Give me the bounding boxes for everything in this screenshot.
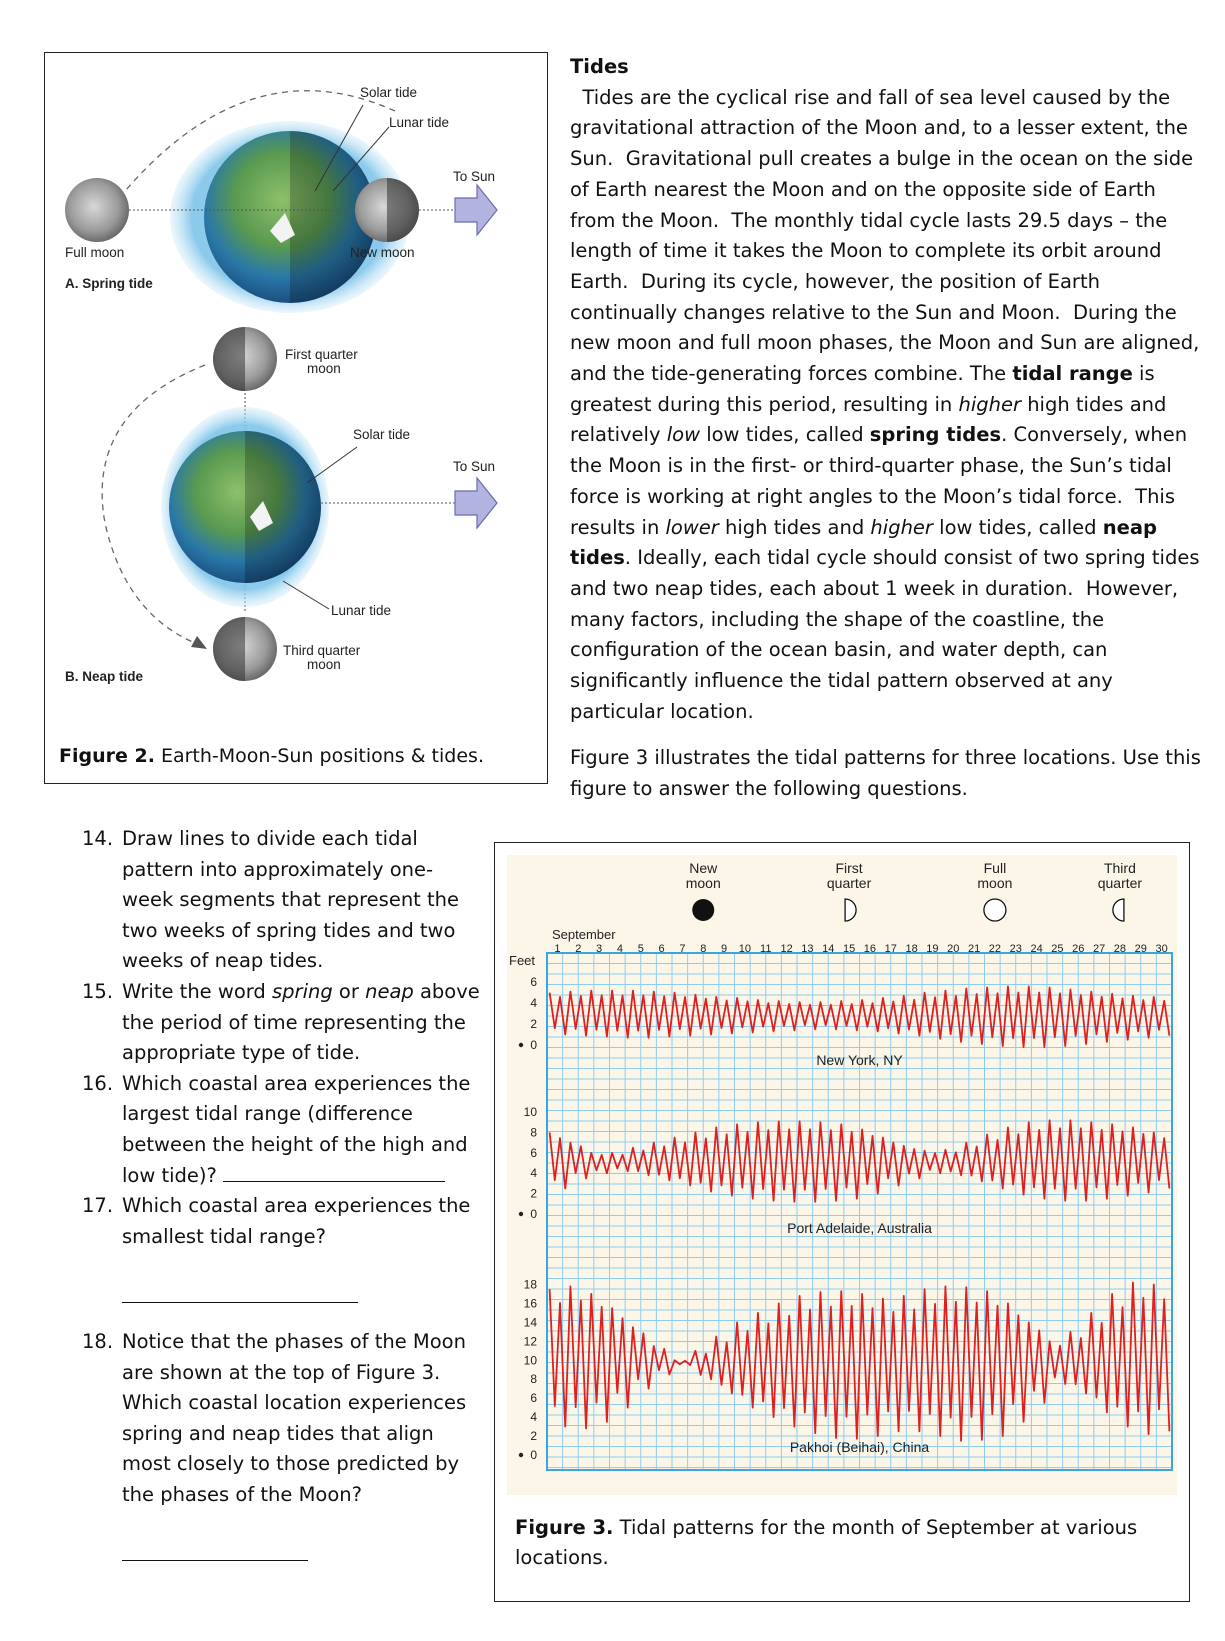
question-text: Write the word: [122, 979, 273, 1003]
higher-term: higher: [958, 392, 1021, 416]
answer-blank-16[interactable]: [223, 1180, 445, 1182]
figure-2-diagram: [45, 53, 549, 785]
question-number: 16.: [82, 1071, 114, 1095]
first-quarter-shadow: [213, 327, 245, 391]
answer-blank-17[interactable]: [122, 1301, 358, 1303]
question-number: 17.: [82, 1194, 114, 1218]
day-tick-label: 25: [1051, 943, 1064, 955]
day-tick-label: 30: [1155, 943, 1168, 955]
question-17: [82, 1191, 482, 1313]
day-tick-label: 2: [575, 943, 582, 955]
phase-sublabel-2: quarter: [826, 875, 872, 891]
third-quarter-label-2: moon: [307, 657, 341, 672]
series-name-label: Pakhoi (Beihai), China: [789, 1439, 930, 1455]
y-tick-label: 10: [523, 1353, 537, 1368]
to-sun-arrow-a-icon: [455, 185, 497, 235]
phase-sublabel-4: quarter: [1097, 875, 1143, 891]
new-moon-phase-icon: [692, 899, 714, 921]
question-text: Draw lines to divide each tidal pattern into approximately one-week segments that represent the two weeks of spring tides and two weeks of neap tides.: [122, 827, 460, 973]
day-tick-label: 5: [637, 943, 644, 955]
day-tick-label: 9: [721, 943, 728, 955]
phase-label-1: New: [689, 860, 718, 876]
tides-text-8: . Ideally, each tidal cycle should consist of two spring tides and two neap tides, each about 1 week in duration. However, many factors, including the shape of the coastline, the configuration of the ocean basin, and water depth, can significantly influence the tidal pattern observed at any particular location.: [570, 546, 1206, 723]
question-text: above the period of time representing the appropriate type of tide.: [122, 979, 480, 1065]
full-moon-phase-icon: [984, 899, 1006, 921]
day-tick-label: 15: [842, 943, 856, 955]
solar-tide-label-b: Solar tide: [353, 427, 411, 442]
tidal-range-term: tidal range: [1012, 362, 1133, 386]
y-tick-label: 6: [530, 975, 537, 990]
zero-dot: [519, 1453, 523, 1457]
day-tick-label: 13: [801, 943, 814, 955]
figure-2-box: [44, 52, 548, 784]
answer-blank-18[interactable]: [122, 1559, 308, 1561]
day-tick-label: 14: [822, 943, 835, 955]
third-quarter-shadow: [213, 617, 245, 681]
day-tick-label: 12: [780, 943, 793, 955]
y-tick-label: 12: [523, 1334, 537, 1349]
question-15: [82, 977, 482, 1069]
day-tick-label: 4: [616, 943, 623, 955]
question-text: Which coastal area experiences the smallest tidal range?: [122, 1194, 471, 1248]
phase-sublabel-1: moon: [685, 875, 721, 891]
day-tick-label: 21: [967, 943, 981, 955]
y-tick-label: 8: [530, 1125, 537, 1140]
word-spring: spring: [272, 979, 333, 1003]
day-tick-label: 8: [700, 943, 707, 955]
solar-tide-label-a: Solar tide: [360, 85, 418, 100]
to-sun-arrow-b-icon: [455, 478, 497, 528]
day-tick-label: 20: [947, 943, 960, 955]
series-name-label: New York, NY: [816, 1052, 903, 1068]
first-quarter-label-1: First quarter: [285, 347, 358, 362]
full-moon-icon: [65, 178, 129, 242]
y-tick-label: 0: [530, 1448, 537, 1462]
day-tick-label: 11: [760, 943, 772, 955]
y-tick-label: 6: [530, 1391, 537, 1406]
y-tick-label: 16: [523, 1296, 537, 1311]
figure-3-caption: [515, 1513, 1155, 1573]
day-tick-label: 18: [905, 943, 918, 955]
phase-label-4: Third: [1103, 860, 1136, 876]
higher-term-2: higher: [870, 515, 933, 539]
day-tick-label: 1: [554, 943, 561, 955]
day-tick-label: 6: [658, 943, 665, 955]
question-text: or: [332, 979, 366, 1003]
low-term: low: [666, 423, 701, 447]
tides-section: [570, 52, 1206, 727]
y-tick-label: 0: [530, 1207, 537, 1221]
day-tick-label: 17: [884, 943, 897, 955]
tides-text-2: is greatest during this period, resulting in: [570, 362, 1161, 416]
y-tick-label: 14: [523, 1315, 537, 1330]
full-moon-label: Full moon: [65, 245, 125, 260]
word-neap: neap: [365, 979, 414, 1003]
lunar-tide-label-b: Lunar tide: [331, 603, 392, 618]
lower-term: lower: [665, 515, 719, 539]
y-tick-label: 2: [530, 1186, 537, 1201]
y-tick-label: 4: [530, 1166, 537, 1181]
first-quarter-label-2: moon: [307, 361, 341, 376]
third-quarter-label-1: Third quarter: [283, 643, 361, 658]
day-tick-label: 24: [1030, 943, 1043, 955]
y-tick-label: 8: [530, 1372, 537, 1387]
lunar-tide-pointer-b: [283, 581, 329, 609]
y-tick-label: 10: [523, 1105, 537, 1120]
question-text: Notice that the phases of the Moon are shown at the top of Figure 3. Which coastal location experiences spring and neap tides that align most closely to those predicted by the phases of the Moon?: [122, 1329, 467, 1506]
questions-list: [82, 824, 482, 1571]
figure-3-caption-bold: Figure 3.: [515, 1516, 614, 1539]
tides-text-1: Tides are the cyclical rise and fall of sea level caused by the gravitational attraction of the Moon and, to a lesser extent, the Sun. Gravitational pull creates a bulge in the ocean on the side of Earth nearest the Moon and on the opposite side of Earth from the Moon. The monthly tidal cycle lasts 29.5 days – the length of time it takes the Moon to complete its orbit around Earth. During its cycle, however, the position of Earth continually changes relative to the Sun and Moon. During the new moon and full moon phases, the Moon and Sun are aligned, and the tide-generating forces combine. The: [570, 85, 1206, 386]
day-tick-label: 16: [863, 943, 877, 955]
tides-text-4: low tides, called: [700, 423, 870, 447]
figure-2-caption-bold: Figure 2.: [59, 745, 155, 767]
y-tick-label: 6: [530, 1145, 537, 1160]
question-text: Which coastal area experiences the largest tidal range (difference between the height of the high and low tide)?: [122, 1071, 471, 1187]
question-number: 14.: [82, 827, 114, 850]
y-tick-label: 2: [530, 1017, 537, 1032]
day-tick-label: 26: [1072, 943, 1085, 955]
question-number: 18.: [82, 1329, 114, 1353]
day-tick-label: 19: [926, 943, 939, 955]
y-tick-label: 2: [530, 1429, 537, 1444]
phase-label-2: First: [835, 860, 863, 876]
day-tick-label: 7: [679, 943, 686, 955]
tidal-pattern-chart: [507, 855, 1177, 1495]
question-14: [82, 824, 482, 977]
tides-text-3: high tides and relatively: [570, 392, 1173, 447]
tides-title: Tides: [570, 55, 629, 78]
day-tick-label: 22: [988, 943, 1002, 955]
tides-text-6: high tides and: [718, 515, 871, 539]
figure-3-box: [494, 842, 1190, 1602]
day-tick-label: 29: [1134, 943, 1147, 955]
y-tick-label: 0: [530, 1038, 537, 1052]
day-tick-label: 23: [1009, 943, 1022, 955]
day-tick-label: 3: [596, 943, 603, 955]
y-tick-label: 18: [523, 1277, 537, 1292]
question-18: [82, 1327, 482, 1571]
feet-axis-label: Feet: [509, 953, 536, 968]
figure-2-caption-text: Earth-Moon-Sun positions & tides.: [154, 745, 484, 767]
orbit-arrow-b: [191, 636, 207, 649]
figure-3-intro: Figure 3 illustrates the tidal patterns for three locations. Use this figure to answer the following questions.: [570, 746, 1201, 800]
day-tick-label: 28: [1113, 943, 1127, 955]
phase-sublabel-3: moon: [977, 875, 1013, 891]
tides-text-5: . Conversely, when the Moon is in the first- or third-quarter phase, the Sun’s tidal force is working at right angles to the Moon’s tidal force. This results in: [570, 423, 1194, 539]
tides-text-7: low tides, called: [932, 515, 1103, 539]
to-sun-label-a: To Sun: [453, 169, 496, 184]
zero-dot: [519, 1043, 523, 1047]
month-label: September: [552, 927, 616, 942]
new-moon-label: New moon: [350, 245, 415, 260]
spring-tide-heading: A. Spring tide: [65, 276, 153, 291]
figure-2-caption: [59, 745, 484, 767]
y-tick-label: 4: [530, 1410, 537, 1425]
tides-paragraph: [570, 83, 1206, 728]
zero-dot: [519, 1212, 523, 1216]
figure-3-caption-text: Tidal patterns for the month of September at various locations.: [515, 1516, 1138, 1569]
phase-label-3: Full: [983, 860, 1007, 876]
question-16: [82, 1069, 482, 1191]
day-tick-label: 10: [738, 943, 752, 955]
neap-tide-heading: B. Neap tide: [65, 669, 144, 684]
lunar-tide-label-a: Lunar tide: [389, 115, 450, 130]
neap-tides-term: neap tides: [570, 515, 1164, 570]
question-number: 15.: [82, 979, 114, 1003]
spring-tides-term: spring tides: [869, 423, 1002, 447]
to-sun-label-b: To Sun: [453, 459, 496, 474]
y-tick-label: 4: [530, 996, 537, 1011]
new-moon-shadow: [387, 178, 419, 242]
series-name-label: Port Adelaide, Australia: [787, 1220, 932, 1236]
day-tick-label: 27: [1092, 943, 1106, 955]
chart-grid: [547, 953, 1172, 1470]
